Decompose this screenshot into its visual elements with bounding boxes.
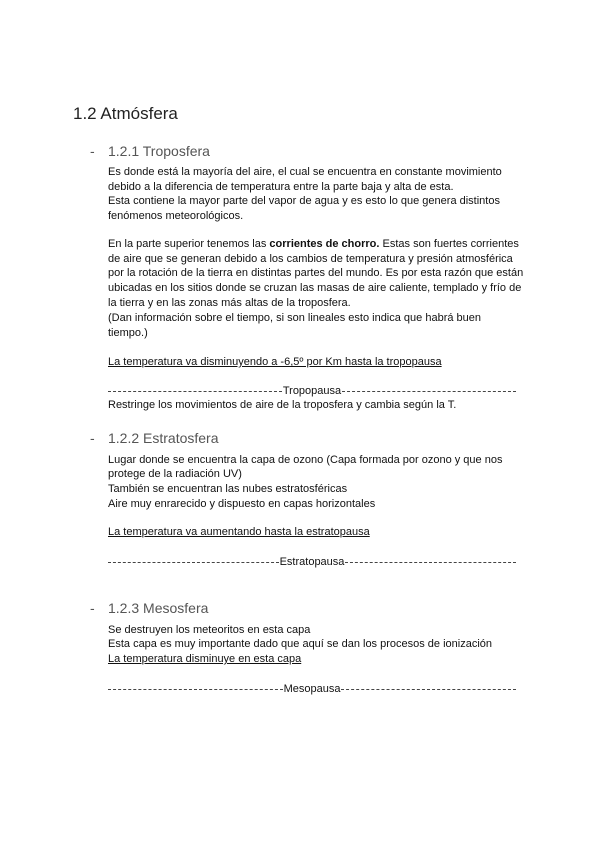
divider-line — [108, 391, 282, 392]
boundary-divider-tropopausa — [108, 384, 516, 398]
boundary-label: Mesopausa — [283, 683, 341, 695]
boundary-label: Estratopausa — [279, 556, 345, 568]
divider-line — [345, 562, 516, 563]
text-line: Se destruyen los meteoritos en esta capa — [108, 624, 311, 636]
boundary-divider-mesopausa — [108, 682, 516, 696]
temperature-note: La temperatura va disminuyendo a -6,5º por Km hasta la tropopausa — [108, 356, 442, 368]
text-span: En la parte superior tenemos las — [108, 238, 270, 250]
text-line: tiempo.) — [108, 327, 148, 339]
text-line: Es donde está la mayoría del aire, el cual se encuentra en constante movimiento — [108, 166, 502, 178]
divider-line — [108, 689, 283, 690]
text-line — [108, 237, 519, 251]
divider-line — [108, 562, 279, 563]
text-span: Estas son fuertes corrientes — [379, 238, 519, 250]
list-bullet: - — [90, 600, 95, 616]
text-line: por la rotación de la tierra en distintas partes del mundo. Es por esta razón que están — [108, 267, 524, 279]
text-line: de aire que se generan debido a los cambios de temperatura y presión atmosférica — [108, 253, 513, 265]
text-line: debido a la diferencia de temperatura entre la parte baja y alta de esta. — [108, 181, 454, 193]
boundary-label: Tropopausa — [282, 385, 342, 397]
section-heading-troposfera: 1.2.1 Troposfera — [108, 143, 210, 159]
bold-term: corrientes de chorro. — [269, 238, 380, 250]
text-line: También se encuentran las nubes estratosféricas — [108, 483, 348, 495]
text-line: fenómenos meteorológicos. — [108, 210, 244, 222]
temperature-note: La temperatura va aumentando hasta la estratopausa — [108, 526, 370, 538]
text-line: la tierra y en las zonas más altas de la troposfera. — [108, 297, 351, 309]
page-title: 1.2 Atmósfera — [73, 104, 178, 123]
divider-line — [342, 391, 516, 392]
section-heading-mesosfera: 1.2.3 Mesosfera — [108, 600, 209, 616]
text-line: Lugar donde se encuentra la capa de ozono (Capa formada por ozono y que nos — [108, 454, 503, 466]
temperature-note: La temperatura disminuye en esta capa — [108, 653, 302, 665]
list-bullet: - — [90, 430, 95, 446]
text-line: Aire muy enrarecido y dispuesto en capas horizontales — [108, 498, 376, 510]
text-line: (Dan información sobre el tiempo, si son lineales esto indica que habrá buen — [108, 312, 481, 324]
text-line: Restringe los movimientos de aire de la troposfera y cambia según la T. — [108, 399, 457, 411]
boundary-divider-estratopausa — [108, 555, 516, 569]
text-line: Esta capa es muy importante dado que aquí se dan los procesos de ionización — [108, 638, 493, 650]
text-line: Esta contiene la mayor parte del vapor de agua y es esto lo que genera distintos — [108, 195, 500, 207]
section-heading-estratosfera: 1.2.2 Estratosfera — [108, 430, 219, 446]
divider-line — [341, 689, 516, 690]
list-bullet: - — [90, 143, 95, 159]
text-line: ubicadas en los sitios donde se cruzan las masas de aire caliente, templado y frío de — [108, 282, 522, 294]
text-line: protege de la radiación UV) — [108, 468, 242, 480]
